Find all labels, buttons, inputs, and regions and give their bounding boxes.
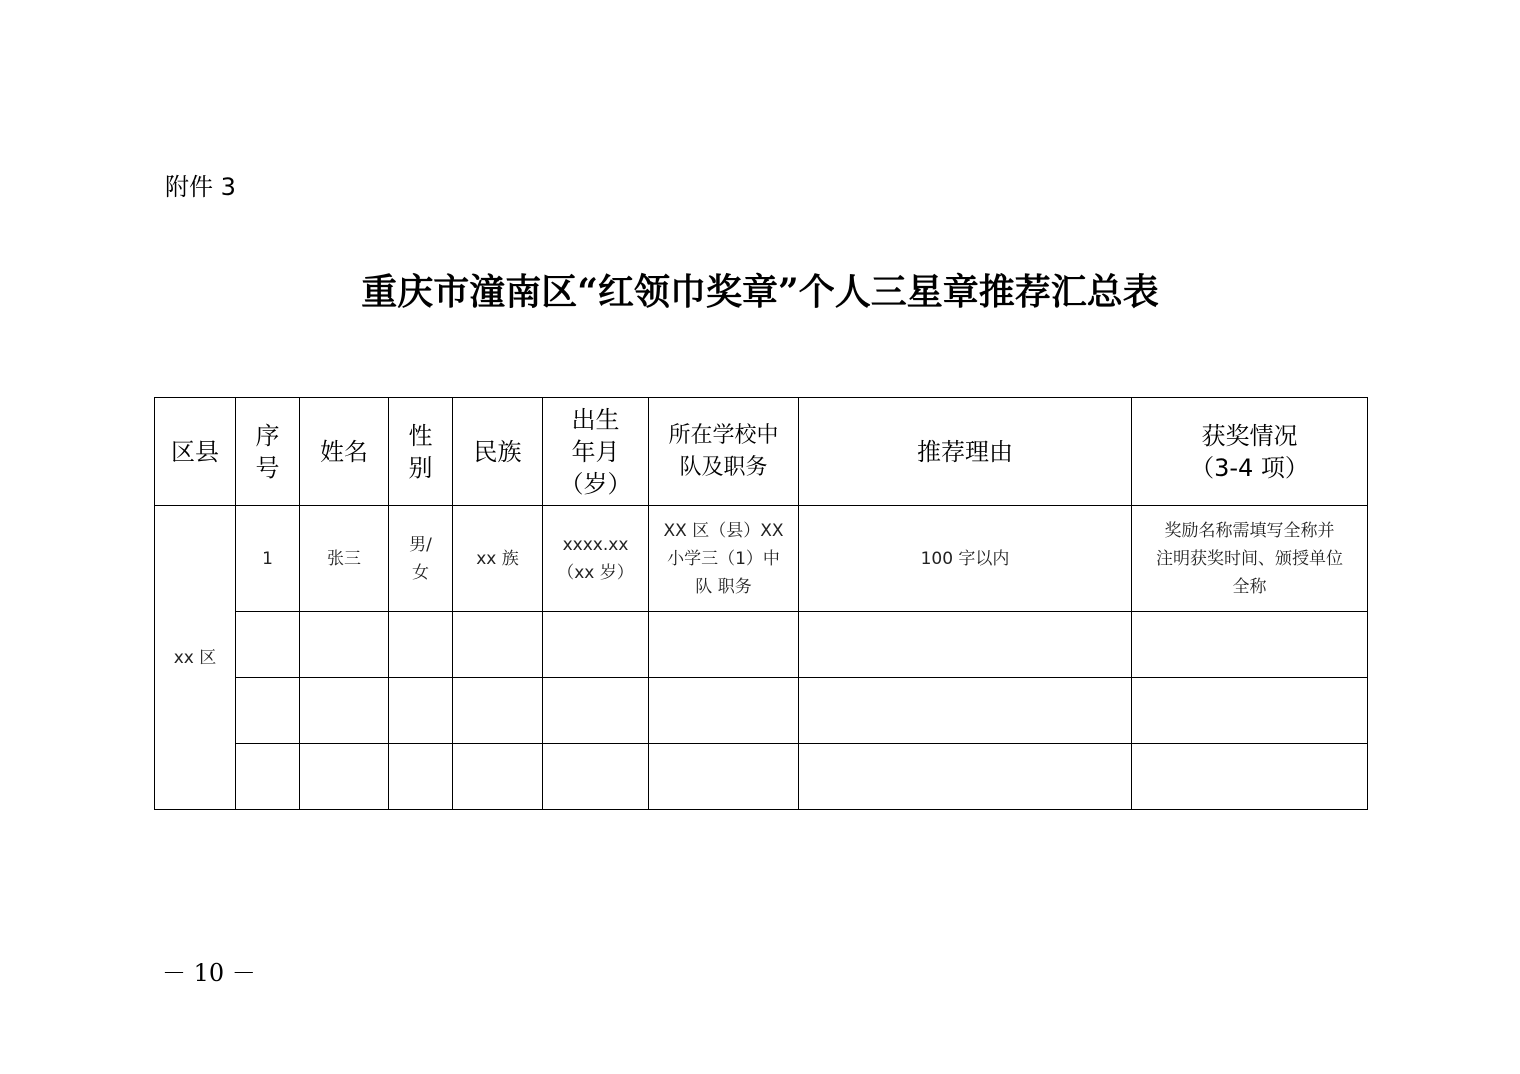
cell-name: 张三	[300, 506, 389, 612]
empty-cell[interactable]	[389, 678, 453, 744]
empty-cell[interactable]	[236, 612, 300, 678]
empty-cell[interactable]	[300, 744, 389, 810]
header-index: 序 号	[236, 398, 300, 506]
empty-cell[interactable]	[1132, 678, 1368, 744]
empty-cell[interactable]	[649, 678, 799, 744]
empty-cell[interactable]	[1132, 744, 1368, 810]
empty-cell[interactable]	[389, 612, 453, 678]
empty-cell[interactable]	[1132, 612, 1368, 678]
empty-cell[interactable]	[543, 678, 649, 744]
empty-cell[interactable]	[236, 744, 300, 810]
empty-cell[interactable]	[453, 612, 543, 678]
empty-cell[interactable]	[453, 744, 543, 810]
cell-school: XX 区（县）XX 小学三（1）中 队 职务	[649, 506, 799, 612]
header-name: 姓名	[300, 398, 389, 506]
header-ethnicity: 民族	[453, 398, 543, 506]
table-row	[155, 506, 1368, 612]
empty-cell[interactable]	[300, 612, 389, 678]
table-row-empty	[155, 612, 1368, 678]
header-gender: 性 别	[389, 398, 453, 506]
empty-cell[interactable]	[799, 612, 1132, 678]
header-reason: 推荐理由	[799, 398, 1132, 506]
empty-cell[interactable]	[543, 612, 649, 678]
attachment-label: 附件 3	[165, 173, 236, 201]
cell-birth: xxxx.xx （xx 岁）	[543, 506, 649, 612]
recommendation-summary-table	[154, 397, 1368, 810]
empty-cell[interactable]	[799, 744, 1132, 810]
table-row-empty	[155, 744, 1368, 810]
cell-awards: 奖励名称需填写全称并 注明获奖时间、颁授单位 全称	[1132, 506, 1368, 612]
empty-cell[interactable]	[543, 744, 649, 810]
header-district: 区县	[155, 398, 236, 506]
empty-cell[interactable]	[236, 678, 300, 744]
empty-cell[interactable]	[453, 678, 543, 744]
page-number: － 10 －	[162, 959, 256, 987]
table-header-row	[155, 398, 1368, 506]
header-birth: 出生 年月 （岁）	[543, 398, 649, 506]
document-title: 重庆市潼南区“红领巾奖章”个人三星章推荐汇总表	[361, 271, 1159, 313]
empty-cell[interactable]	[799, 678, 1132, 744]
header-awards: 获奖情况 （3-4 项）	[1132, 398, 1368, 506]
cell-ethnicity: xx 族	[453, 506, 543, 612]
header-school: 所在学校中 队及职务	[649, 398, 799, 506]
cell-index: 1	[236, 506, 300, 612]
empty-cell[interactable]	[649, 744, 799, 810]
cell-reason: 100 字以内	[799, 506, 1132, 612]
cell-gender: 男/ 女	[389, 506, 453, 612]
empty-cell[interactable]	[649, 612, 799, 678]
empty-cell[interactable]	[300, 678, 389, 744]
table-row-empty	[155, 678, 1368, 744]
empty-cell[interactable]	[389, 744, 453, 810]
district-cell: xx 区	[155, 506, 236, 810]
